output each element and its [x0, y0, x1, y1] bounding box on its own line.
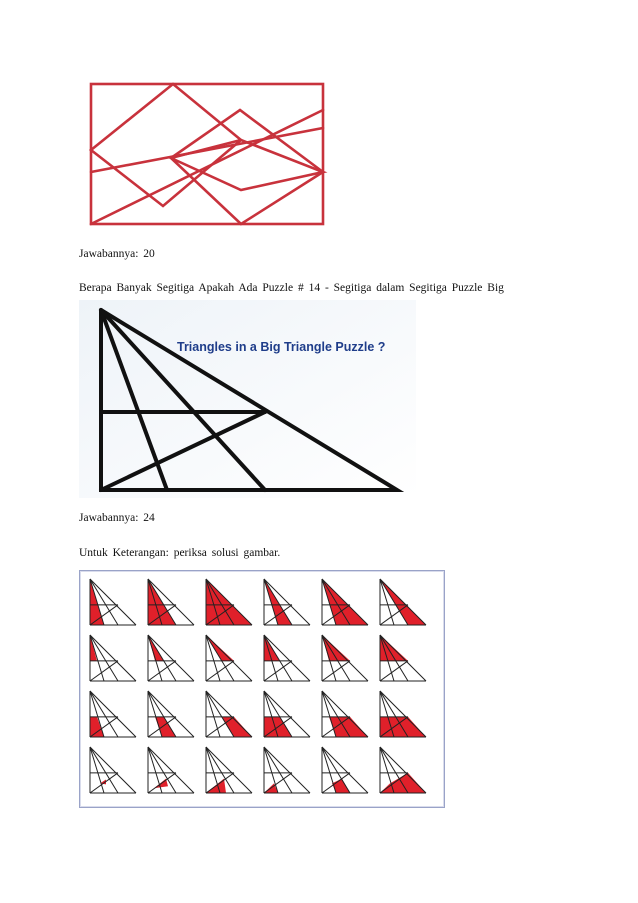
- triangle-line: [206, 661, 234, 681]
- triangle-line: [148, 661, 176, 681]
- triangle-line: [90, 747, 118, 793]
- figure-title: Triangles in a Big Triangle Puzzle ?: [177, 340, 386, 354]
- highlight-region: [90, 717, 104, 737]
- triangle-line: [380, 661, 408, 681]
- triangle-line: [264, 773, 292, 793]
- solution-triangle: [264, 691, 310, 737]
- solution-triangle: [322, 579, 368, 625]
- solution-triangle: [206, 691, 252, 737]
- highlight-region: [222, 717, 252, 737]
- solution-triangle: [206, 635, 252, 681]
- triangle-line: [264, 661, 292, 681]
- triangle-line: [322, 661, 350, 681]
- triangle-line: [90, 773, 118, 793]
- solution-triangle: [380, 579, 426, 625]
- solution-triangle: [148, 747, 194, 793]
- solution-triangle: [148, 579, 194, 625]
- outer-rectangle: [91, 84, 323, 224]
- solution-triangle: [380, 691, 426, 737]
- solution-triangle: [380, 747, 426, 793]
- triangle-line: [148, 635, 176, 681]
- solution-triangle: [90, 691, 136, 737]
- solution-triangle: [264, 747, 310, 793]
- solution-triangle: [90, 635, 136, 681]
- answer-2: Jawabannya: 24: [79, 512, 155, 524]
- solution-triangle: [322, 747, 368, 793]
- solution-triangle: [264, 635, 310, 681]
- big-triangle-figure: [79, 300, 416, 498]
- solution-triangle: [148, 635, 194, 681]
- solution-triangle: [148, 691, 194, 737]
- solution-triangle: [380, 635, 426, 681]
- triangle-line: [206, 691, 234, 737]
- triangle-line: [90, 661, 118, 681]
- solution-triangle: [322, 691, 368, 737]
- solution-triangle: [90, 579, 136, 625]
- solution-triangle: [322, 635, 368, 681]
- solution-note: Untuk Keterangan: periksa solusi gambar.: [79, 547, 281, 559]
- diagonal-line-1: [91, 128, 323, 172]
- rectangle-puzzle-figure: [85, 80, 330, 230]
- diagonal-line-2: [91, 110, 323, 224]
- answer-1: Jawabannya: 20: [79, 248, 155, 260]
- puzzle-heading: Berapa Banyak Segitiga Apakah Ada Puzzle # 14 - Segitiga dalam Segitiga Puzzle Big: [79, 282, 504, 294]
- solution-triangle: [206, 579, 252, 625]
- triangle-line: [380, 579, 408, 625]
- solution-triangle: [206, 747, 252, 793]
- solution-triangle: [90, 747, 136, 793]
- solution-grid: [79, 570, 445, 808]
- triangle-line: [148, 773, 176, 793]
- triangle-line: [264, 747, 292, 793]
- highlight-region: [332, 779, 350, 793]
- solution-triangle: [264, 579, 310, 625]
